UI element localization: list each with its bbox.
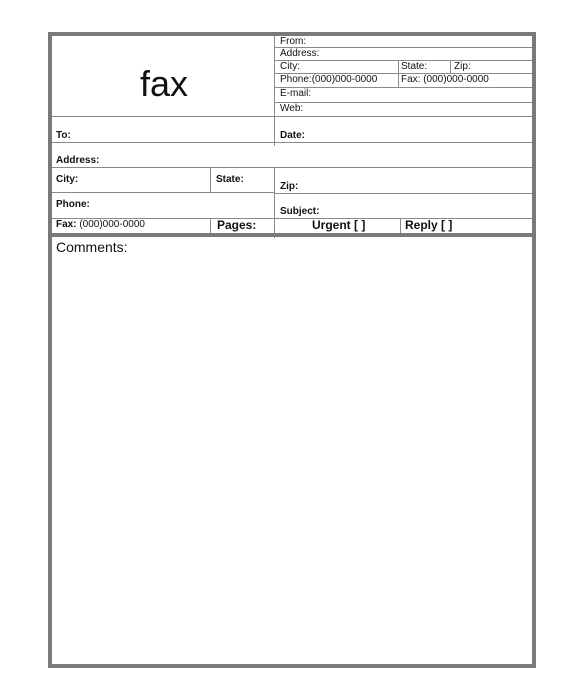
pages-label: Pages: <box>217 218 257 232</box>
recipient-zip-label: Zip: <box>280 181 299 192</box>
recipient-phone-label: Phone: <box>56 199 90 210</box>
divider <box>210 218 211 234</box>
divider <box>400 218 401 234</box>
divider <box>274 193 532 194</box>
section-divider <box>52 233 532 237</box>
divider <box>52 192 274 193</box>
fax-title: fax <box>140 63 189 104</box>
recipient-to-label: To: <box>56 130 71 141</box>
sender-fax <box>401 74 489 86</box>
recipient-fax <box>56 219 145 231</box>
recipient-fax-value: (000)000-0000 <box>76 219 145 230</box>
recipient-date-label: Date: <box>280 130 306 141</box>
sender-email-label: E-mail: <box>280 88 312 99</box>
recipient-city-label: City: <box>56 174 79 185</box>
fax-form-frame <box>48 32 536 668</box>
comments-label: Comments: <box>56 239 128 255</box>
recipient-address-label: Address: <box>56 155 100 166</box>
recipient-state-label: State: <box>216 174 244 185</box>
recipient-fax-label: Fax: <box>56 219 77 230</box>
divider <box>52 142 532 143</box>
sender-city-label: City: <box>280 61 300 72</box>
sender-fax-value: (000)000-0000 <box>420 74 489 85</box>
divider <box>274 167 275 238</box>
reply-label: Reply [ ] <box>405 218 453 232</box>
sender-zip-label: Zip: <box>454 61 471 72</box>
divider <box>52 116 532 117</box>
recipient-subject-label: Subject: <box>280 206 320 217</box>
divider <box>210 167 211 192</box>
divider <box>398 60 399 87</box>
sender-fax-label: Fax: <box>401 74 421 85</box>
sender-phone <box>280 74 377 86</box>
divider <box>274 87 532 88</box>
sender-address-label: Address: <box>280 48 320 59</box>
divider <box>274 102 532 103</box>
sender-phone-label: Phone: <box>280 74 312 85</box>
sender-state-label: State: <box>401 61 428 72</box>
sender-web-label: Web: <box>280 103 304 114</box>
sender-phone-value: (000)000-0000 <box>311 74 378 85</box>
divider <box>52 167 532 168</box>
urgent-label: Urgent [ ] <box>312 218 366 232</box>
sender-from-label: From: <box>280 36 307 47</box>
divider <box>450 60 451 73</box>
